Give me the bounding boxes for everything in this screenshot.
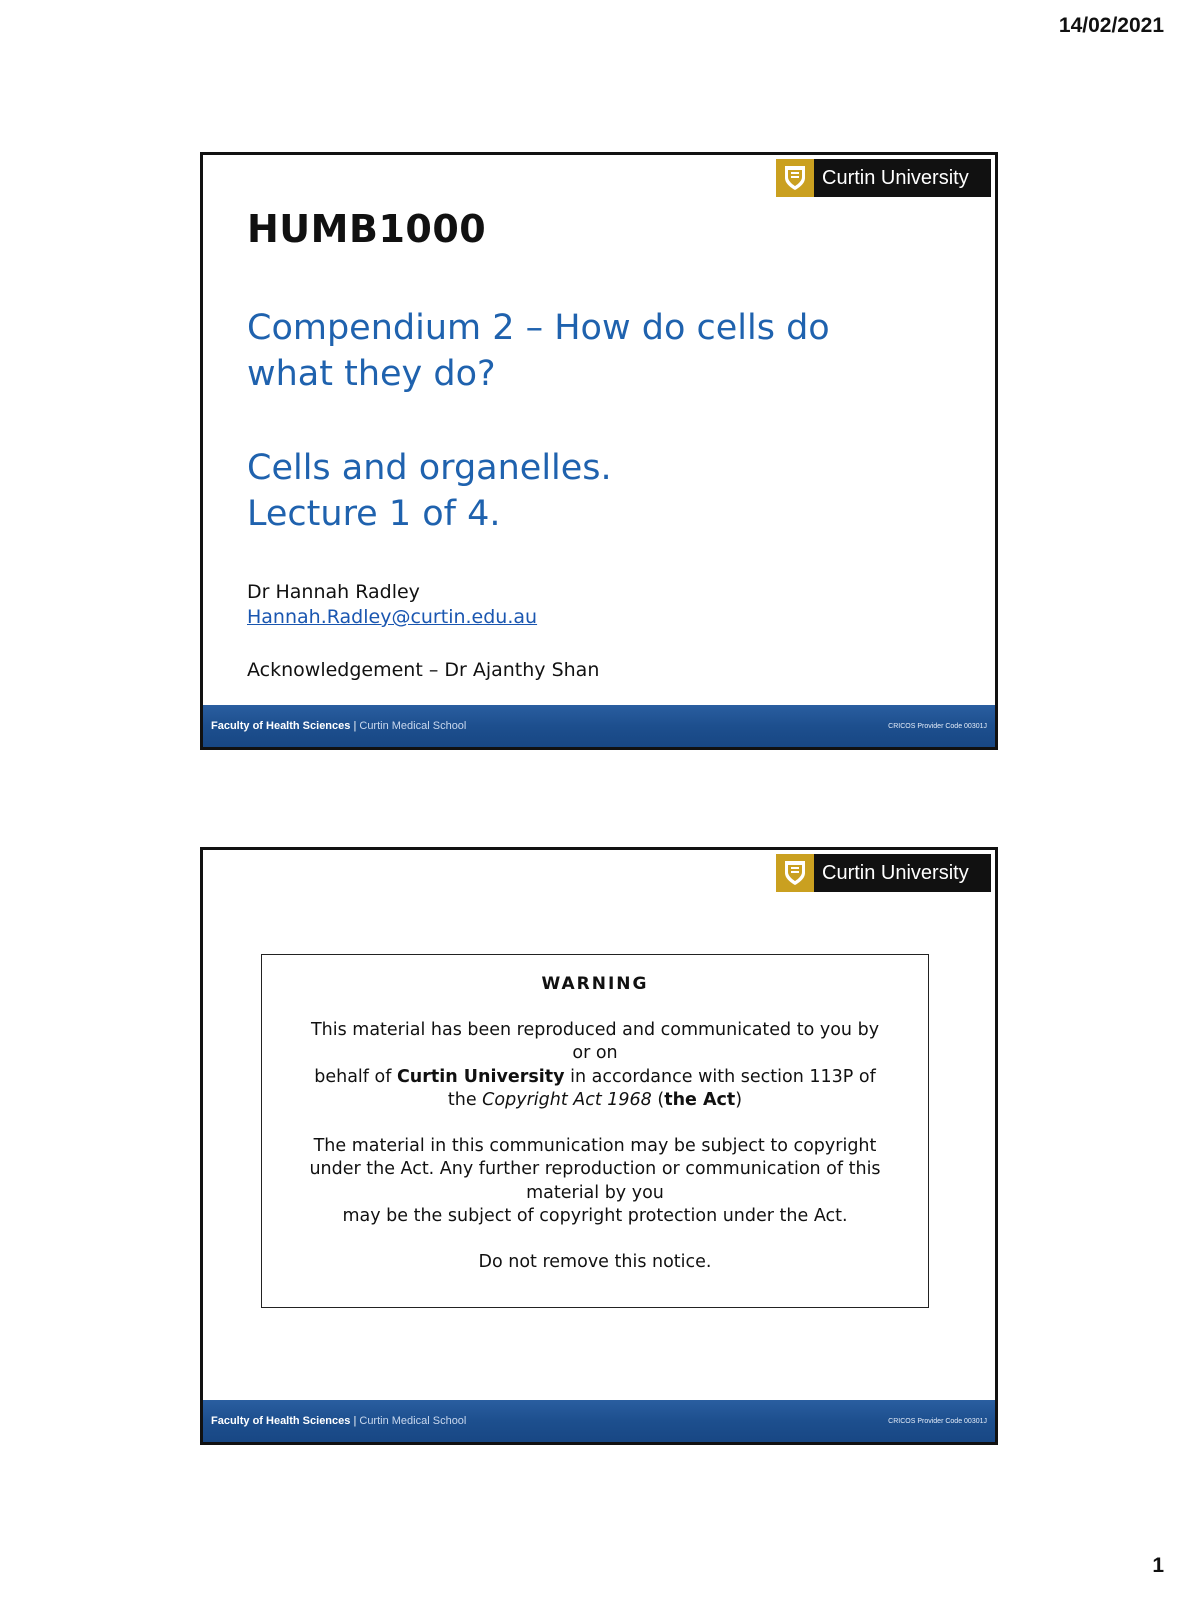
slide-footer bbox=[203, 705, 995, 747]
shield-icon bbox=[776, 159, 814, 197]
author-email-link[interactable]: Hannah.Radley@curtin.edu.au bbox=[247, 606, 538, 628]
school-name: Curtin Medical School bbox=[359, 720, 467, 732]
warning-text: material by you bbox=[526, 1182, 664, 1203]
slide-title bbox=[200, 152, 998, 750]
footer-separator: | bbox=[350, 1415, 360, 1427]
logo-text: Curtin University bbox=[822, 861, 969, 884]
school-name: Curtin Medical School bbox=[359, 1415, 467, 1427]
curtin-logo bbox=[776, 159, 991, 197]
slide-subtitle bbox=[247, 305, 967, 537]
footer-faculty bbox=[211, 720, 466, 732]
subtitle-line: Lecture 1 of 4. bbox=[247, 494, 501, 534]
page-date: 14/02/2021 bbox=[1058, 14, 1164, 37]
author-name: Dr Hannah Radley bbox=[247, 581, 420, 603]
logo-text: Curtin University bbox=[822, 166, 969, 189]
footer-faculty bbox=[211, 1415, 466, 1427]
warning-notice: Do not remove this notice. bbox=[478, 1251, 712, 1272]
author-block bbox=[247, 580, 537, 630]
faculty-name: Faculty of Health Sciences bbox=[211, 1415, 351, 1427]
acknowledgement: Acknowledgement – Dr Ajanthy Shan bbox=[247, 659, 600, 681]
subtitle-line: Cells and organelles. bbox=[247, 448, 612, 488]
shield-icon bbox=[776, 854, 814, 892]
copyright-warning-box bbox=[261, 954, 929, 1308]
subtitle-line: Compendium 2 – How do cells do bbox=[247, 308, 830, 348]
warning-text: behalf of Curtin University in accordance with section 113P of bbox=[314, 1066, 876, 1087]
warning-text: may be the subject of copyright protection under the Act. bbox=[342, 1206, 848, 1226]
cricos-code: CRICOS Provider Code 00301J bbox=[888, 722, 987, 730]
cricos-code: CRICOS Provider Code 00301J bbox=[888, 1417, 987, 1425]
subtitle-line: what they do? bbox=[247, 354, 496, 394]
warning-text: The material in this communication may be subject to copyright bbox=[313, 1135, 877, 1156]
slide-footer bbox=[203, 1400, 995, 1442]
warning-text: or on bbox=[572, 1043, 618, 1063]
warning-text: under the Act. Any further reproduction or communication of this bbox=[309, 1159, 881, 1179]
course-code: HUMB1000 bbox=[247, 207, 487, 251]
curtin-logo bbox=[776, 854, 991, 892]
faculty-name: Faculty of Health Sciences bbox=[211, 720, 351, 732]
footer-separator: | bbox=[350, 720, 360, 732]
warning-text: This material has been reproduced and communicated to you by bbox=[310, 1019, 880, 1040]
page-number: 1 bbox=[1152, 1554, 1164, 1577]
warning-text: the Copyright Act 1968 (the Act) bbox=[447, 1090, 743, 1110]
warning-title: WARNING bbox=[541, 974, 649, 994]
slide-warning bbox=[200, 847, 998, 1445]
